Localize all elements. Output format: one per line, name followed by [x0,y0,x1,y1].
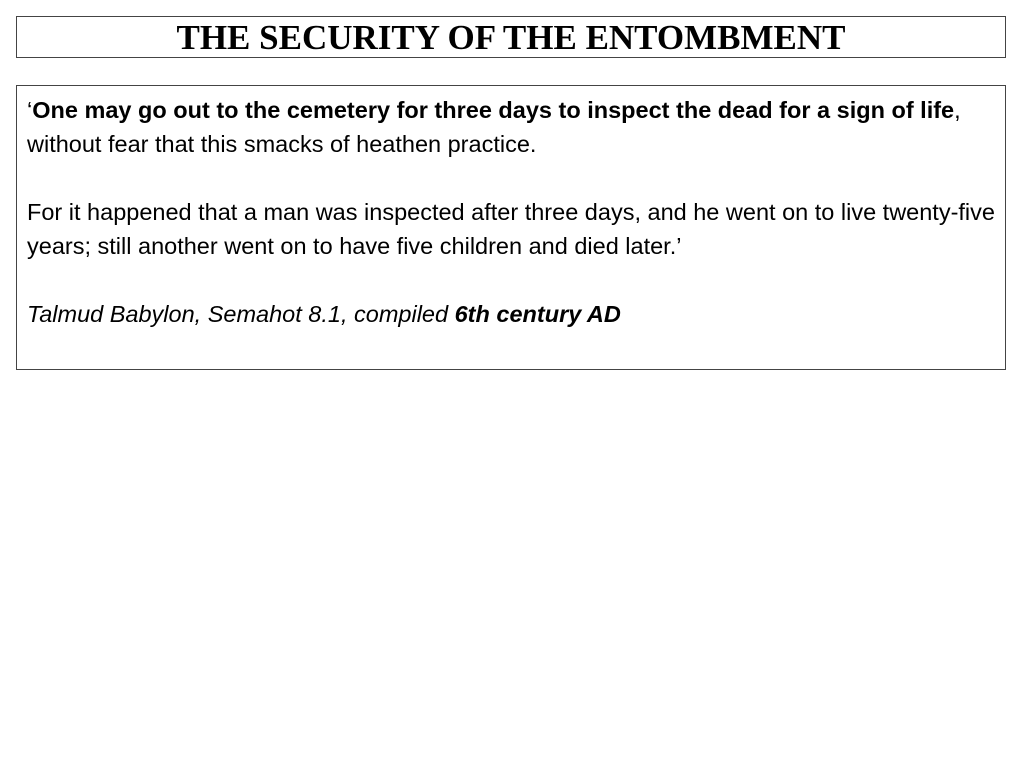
slide-title: THE SECURITY OF THE ENTOMBMENT [176,18,846,57]
quote-source [27,297,995,331]
quote-paragraph-2: For it happened that a man was inspected after three days, and he went on to live twenty-five years; still another went on to have five children and died later.’ [27,199,995,259]
paragraph-gap [27,263,995,297]
paragraph-gap [27,161,995,195]
source-date: 6th century AD [454,301,621,327]
quote-bold-text: One may go out to the cemetery for three days to inspect the dead for a sign of life [32,97,955,123]
quote-open-mark: ‘ [27,97,33,123]
quote-paragraph-1 [27,93,995,161]
source-prefix: Talmud Babylon, Semahot 8.1, compiled [27,301,455,327]
quote-box [16,85,1006,370]
quote-rest-text: , without fear that this smacks of heathen practice. [27,97,961,157]
slide-title-box [16,16,1006,58]
